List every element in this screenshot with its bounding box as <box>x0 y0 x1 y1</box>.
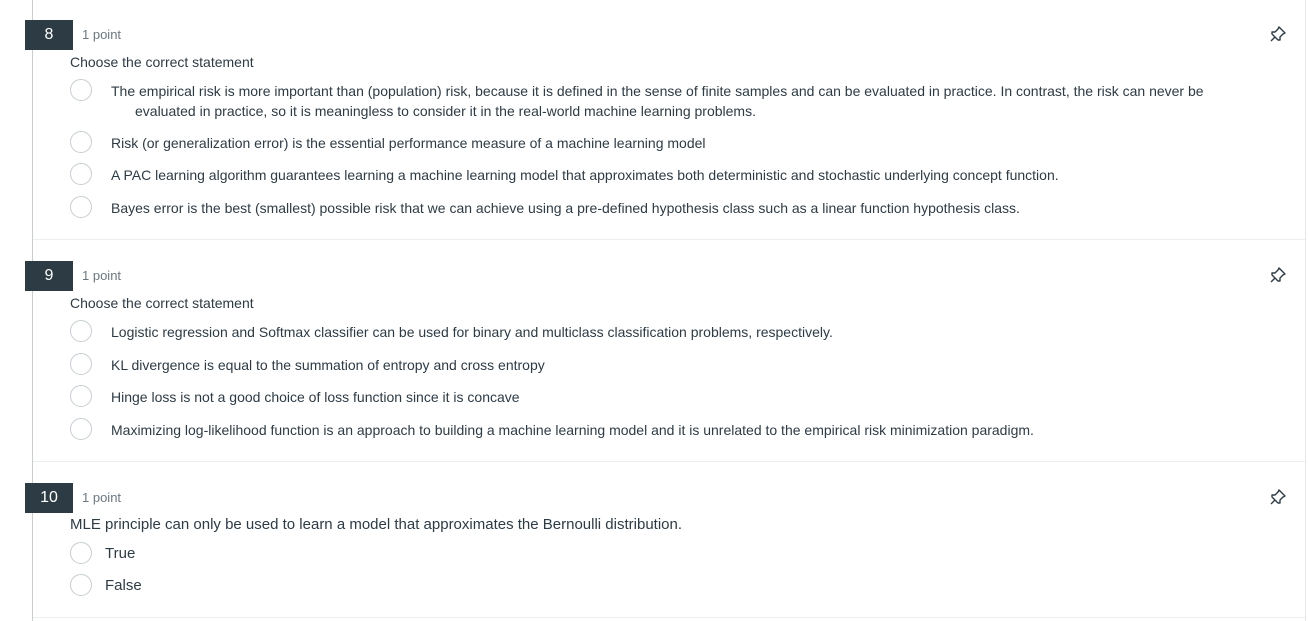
question-divider <box>33 461 1305 462</box>
radio-button[interactable] <box>70 163 92 185</box>
radio-button[interactable] <box>70 353 92 375</box>
question-divider <box>33 239 1305 240</box>
question-prompt: Choose the correct statement <box>70 54 254 70</box>
question-number: 8 <box>25 20 73 50</box>
question-prompt: MLE principle can only be used to learn a model that approximates the Bernoulli distribution. <box>70 516 683 533</box>
question-points: 1 point <box>82 27 122 42</box>
radio-button[interactable] <box>70 385 92 407</box>
question-prompt: Choose the correct statement <box>70 295 254 311</box>
answer-label: Risk (or generalization error) is the essential performance measure of a machine learning model <box>111 135 706 151</box>
answer-label: KL divergence is equal to the summation of entropy and cross entropy <box>111 357 545 373</box>
radio-button[interactable] <box>70 320 92 342</box>
right-edge <box>1305 0 1306 621</box>
question-divider <box>33 617 1305 618</box>
answer-label: Bayes error is the best (smallest) possible risk that we can achieve using a pre-defined hypothesis class such as a linear function hypothesis class. <box>111 200 1020 216</box>
radio-button[interactable] <box>70 418 92 440</box>
question-points: 1 point <box>82 490 122 505</box>
radio-button[interactable] <box>70 79 92 101</box>
radio-button[interactable] <box>70 196 92 218</box>
radio-button[interactable] <box>70 574 92 596</box>
radio-button[interactable] <box>70 542 92 564</box>
pin-icon[interactable] <box>1269 488 1287 506</box>
answer-label: True <box>105 545 136 562</box>
answer-label: Logistic regression and Softmax classifier can be used for binary and multiclass classification problems, respectively. <box>111 324 833 340</box>
pin-icon[interactable] <box>1269 266 1287 284</box>
answer-label: Maximizing log-likelihood function is an approach to building a machine learning model and it is unrelated to the empirical risk minimization paradigm. <box>111 422 1034 438</box>
answer-label: A PAC learning algorithm guarantees learning a machine learning model that approximates both deterministic and stochastic underlying concept function. <box>111 167 1059 183</box>
left-rail <box>32 0 33 621</box>
answer-label: False <box>105 577 142 594</box>
question-points: 1 point <box>82 268 122 283</box>
answer-label: The empirical risk is more important than (population) risk, because it is defined in the sense of finite samples and can be evaluated in practice. In contrast, the risk can never be evaluated in practice, so it is meaningless to consider it in the real-world machine learning problems. <box>111 83 1204 119</box>
question-number: 10 <box>25 483 73 513</box>
question-number: 9 <box>25 261 73 291</box>
pin-icon[interactable] <box>1269 25 1287 43</box>
radio-button[interactable] <box>70 131 92 153</box>
answer-label: Hinge loss is not a good choice of loss function since it is concave <box>111 389 520 405</box>
